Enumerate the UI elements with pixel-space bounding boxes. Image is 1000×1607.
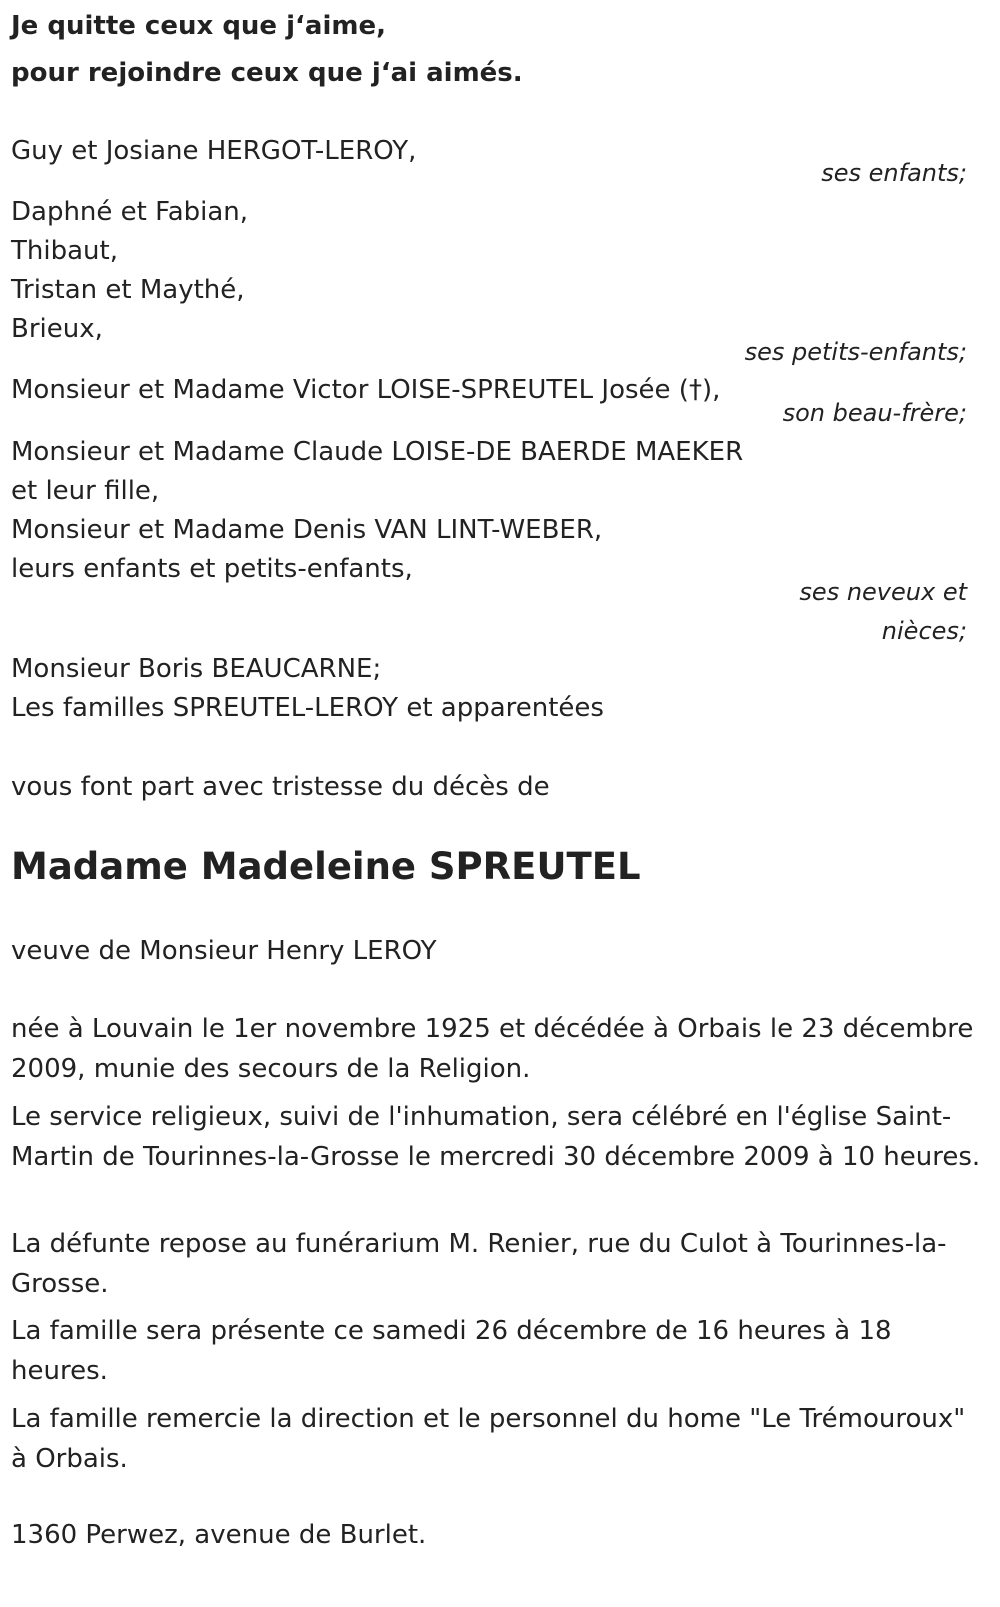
- nephews-role-line-2: nièces;: [881, 617, 967, 645]
- grandchild-name: Brieux,: [11, 314, 103, 344]
- nephews-line: leurs enfants et petits-enfants,: [11, 554, 413, 584]
- address: 1360 Perwez, avenue de Burlet.: [11, 1520, 427, 1550]
- other-relative: Les familles SPREUTEL-LEROY et apparentées: [11, 693, 604, 723]
- nephews-line: et leur fille,: [11, 476, 160, 506]
- grandchild-name: Daphné et Fabian,: [11, 197, 249, 227]
- intro-line-2: pour rejoindre ceux que j‘ai aimés.: [11, 58, 523, 88]
- intro-line-1: Je quitte ceux que j‘aime,: [11, 11, 386, 41]
- brother-in-law-name: Monsieur et Madame Victor LOISE-SPREUTEL Josée (†),: [11, 375, 721, 405]
- children-names: Guy et Josiane HERGOT-LEROY,: [11, 136, 417, 166]
- widow-of: veuve de Monsieur Henry LEROY: [11, 936, 437, 966]
- grandchildren-role: ses petits-enfants;: [744, 338, 967, 366]
- birth-death-details: née à Louvain le 1er novembre 1925 et décédée à Orbais le 23 décembre 2009, munie des secours de la Religion.: [11, 1014, 974, 1084]
- nephews-role-line-1: ses neveux et: [799, 578, 967, 606]
- service-details: Le service religieux, suivi de l'inhumation, sera célébré en l'église Saint-Martin de Tourinnes-la-Grosse le mercredi 30 décembre 2009 à 10 heures.: [11, 1102, 981, 1172]
- family-presence: La famille sera présente ce samedi 26 décembre de 16 heures à 18 heures.: [11, 1316, 892, 1386]
- nephews-line: Monsieur et Madame Claude LOISE-DE BAERDE MAEKER: [11, 437, 744, 467]
- children-role: ses enfants;: [821, 159, 967, 187]
- nephews-line: Monsieur et Madame Denis VAN LINT-WEBER,: [11, 515, 603, 545]
- deceased-name: Madame Madeleine SPREUTEL: [11, 845, 641, 888]
- brother-in-law-role: son beau-frère;: [782, 399, 967, 427]
- other-relative: Monsieur Boris BEAUCARNE;: [11, 654, 382, 684]
- thanks: La famille remercie la direction et le personnel du home "Le Trémouroux" à Orbais.: [11, 1404, 966, 1474]
- funerarium-details: La défunte repose au funérarium M. Renier, rue du Culot à Tourinnes-la-Grosse.: [11, 1229, 947, 1299]
- announcement: vous font part avec tristesse du décès de: [11, 772, 550, 802]
- grandchild-name: Tristan et Maythé,: [11, 275, 245, 305]
- grandchild-name: Thibaut,: [11, 236, 118, 266]
